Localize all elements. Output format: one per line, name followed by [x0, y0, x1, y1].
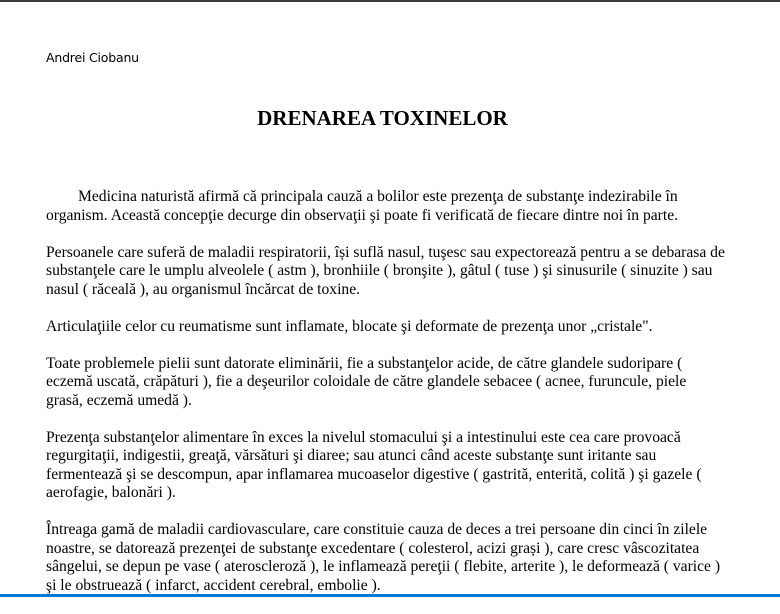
- paragraph-cardiovascular: [46, 521, 776, 595]
- text-line: Toate problemele pielii sunt datorate eliminării, fie a substanţelor acide, de către glandele sudoripare (: [46, 354, 683, 372]
- text-line: grasă, eczemă umedă ).: [46, 391, 192, 409]
- paragraph-intro: [46, 188, 776, 225]
- text-line: substanţele care le umplu alveolele ( astm ), bronhiile ( bronşite ), gâtul ( tuse ) şi sinusurile ( sinuzite ) sau: [46, 262, 713, 279]
- text-line: Persoanele care suferă de maladii respiratorii, își suflă nasul, tuşesc sau expectorează pentru a se debarasa de: [46, 243, 725, 261]
- paragraph-rheumatism: [46, 318, 776, 337]
- text-line: Întreaga gamă de maladii cardiovasculare, care constituie cauza de deces a trei persoane din cinci în zilele: [46, 521, 708, 538]
- text-line: Prezenţa substanţelor alimentare în exces la nivelul stomacului şi a intestinului este cea care provoacă: [46, 428, 681, 446]
- text-line: noastre, se datorează prezenţei de substanţe excedentare ( colesterol, acizi grași ), care cresc vâscozitatea: [46, 539, 700, 557]
- text-line: Articulaţiile celor cu reumatisme sunt inflamate, blocate şi deformate de prezenţa unor „cristale".: [46, 317, 653, 335]
- text-line: organism. Această concepţie decurge din observaţii şi poate fi verificată de fiecare dintre noi în parte.: [46, 206, 679, 224]
- document-page: [0, 2, 780, 594]
- document-body: [46, 188, 776, 614]
- text-line: aerofagie, balonări ).: [46, 484, 176, 501]
- paragraph-skin: [46, 355, 776, 411]
- text-line: Medicina naturistă afirmă că principala cauză a bolilor este prezenţa de substanţe indezirabile în: [78, 188, 678, 205]
- document-title: DRENAREA TOXINELOR: [257, 106, 508, 130]
- author-name: Andrei Ciobanu: [46, 50, 139, 65]
- text-line: şi le obstruează ( infarct, accident cerebral, embolie ).: [46, 576, 381, 594]
- text-line: fermentează şi se descompun, apar inflamarea mucoaselor digestive ( gastrită, enterită, colită ) şi gazele (: [46, 465, 702, 483]
- paragraph-respiratory: [46, 244, 776, 300]
- text-line: nasul ( răceală ), au organismul încărcat de toxine.: [46, 280, 361, 298]
- text-line: regurgitaţii, indigestii, greaţă, vărsături şi diaree; sau atunci când aceste substanţe sunt iritante sau: [46, 447, 657, 464]
- text-line: sângelui, se depun pe vase ( ateroscleroză ), le inflamează pereţii ( flebite, arterite ), le deformează ( varice ): [46, 558, 721, 575]
- paragraph-digestive: [46, 429, 776, 503]
- text-line: eczemă uscată, crăpături ), fie a deşeurilor coloidale de către glandele sebacee ( acnee, furuncule, piele: [46, 373, 687, 390]
